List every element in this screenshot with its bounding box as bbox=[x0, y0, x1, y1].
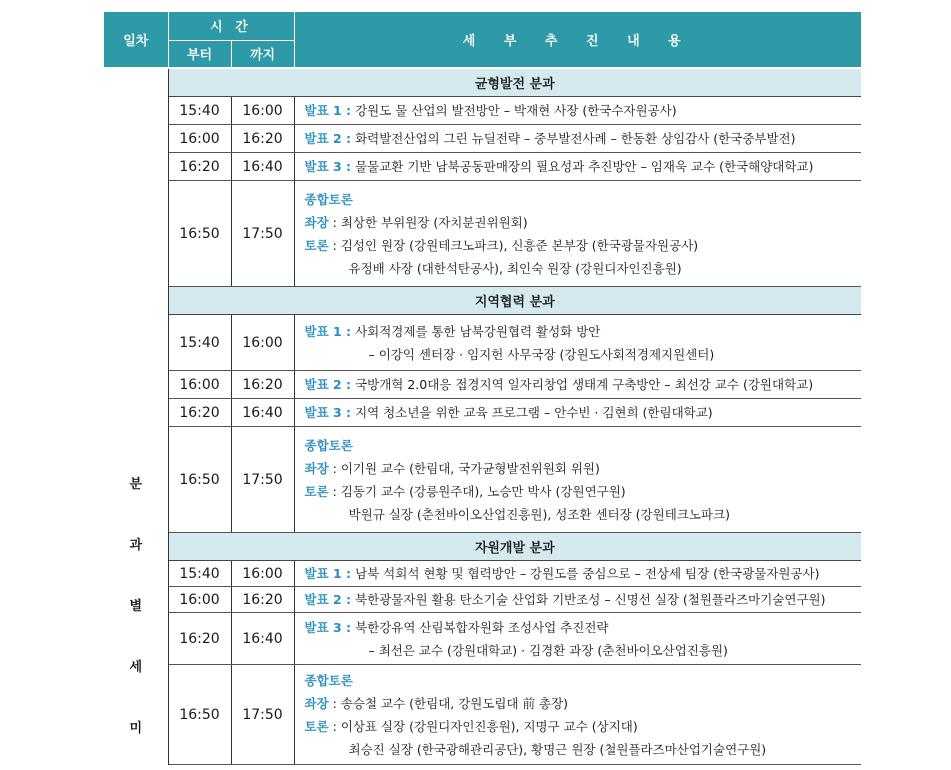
chair-value: : 이기원 교수 (한림대, 국가균형발전위원회 위원) bbox=[332, 460, 600, 476]
start-time: 16:20 bbox=[168, 153, 231, 181]
start-time: 15:40 bbox=[168, 97, 231, 125]
panel-label: 토론 bbox=[304, 237, 329, 253]
header-to: 까지 bbox=[231, 40, 294, 67]
header-detail: 세 부 추 진 내 용 bbox=[294, 12, 861, 67]
day-label bbox=[104, 69, 168, 765]
panel-value: : 이상표 실장 (강원디자인진흥원), 지명구 교수 (상지대) bbox=[332, 718, 638, 734]
day-label-char: 별 bbox=[129, 598, 143, 614]
detail-cell bbox=[294, 427, 861, 533]
presentation-text: 북한광물자원 활용 탄소기술 산업화 기반조성 – 신명선 실장 (철원플라즈마기술연구원) bbox=[355, 592, 826, 607]
day-label-char: 세 bbox=[129, 659, 143, 675]
presentation-label: 발표 1 : bbox=[304, 103, 352, 118]
panel-continued: 박원규 실장 (춘천바이오산업진흥원), 성조환 센터장 (강원테크노파크) bbox=[348, 506, 730, 522]
detail-cell bbox=[294, 561, 861, 587]
panel-value: : 김동기 교수 (강릉원주대), 노승만 박사 (강원연구원) bbox=[332, 483, 626, 499]
end-time: 16:00 bbox=[231, 561, 294, 587]
presentation-label: 발표 1 : bbox=[304, 566, 352, 581]
table-row bbox=[104, 427, 861, 533]
header-day: 일차 bbox=[104, 12, 168, 67]
presentation-text: 북한강유역 산림복합자원화 조성사업 추진전략 bbox=[355, 619, 609, 635]
panel-label: 토론 bbox=[304, 718, 329, 734]
start-time: 16:00 bbox=[168, 371, 231, 399]
detail-cell bbox=[294, 315, 861, 371]
end-time: 16:20 bbox=[231, 371, 294, 399]
start-time: 16:00 bbox=[168, 125, 231, 153]
detail-cell bbox=[294, 125, 861, 153]
discussion-title: 종합토론 bbox=[304, 437, 353, 453]
presentation-text: 물물교환 기반 남북공동판매장의 필요성과 추진방안 – 임재욱 교수 (한국해양대학교) bbox=[355, 159, 814, 174]
table-row bbox=[104, 97, 861, 125]
end-time: 17:50 bbox=[231, 181, 294, 287]
chair-value: : 송승철 교수 (한림대, 강원도립대 前 총장) bbox=[332, 695, 569, 711]
presentation-text: 지역 청소년을 위한 교육 프로그램 – 안수빈 · 김현희 (한림대학교) bbox=[355, 405, 713, 420]
table-row bbox=[104, 561, 861, 587]
presentation-text-continued: – 최선은 교수 (강원대학교) · 김경환 과장 (춘천바이오산업진흥원) bbox=[368, 642, 728, 658]
presentation-label: 발표 3 : bbox=[304, 619, 352, 635]
end-time: 17:50 bbox=[231, 665, 294, 765]
presentation-label: 발표 3 : bbox=[304, 159, 352, 174]
end-time: 16:00 bbox=[231, 315, 294, 371]
panel-value: : 김성인 원장 (강원테크노파크), 신흥준 본부장 (한국광물자원공사) bbox=[332, 237, 699, 253]
detail-cell bbox=[294, 399, 861, 427]
discussion-title: 종합토론 bbox=[304, 191, 353, 207]
section-title: 지역협력 분과 bbox=[168, 287, 861, 315]
panel-label: 토론 bbox=[304, 483, 329, 499]
chair-label: 좌장 bbox=[304, 214, 329, 230]
table-row bbox=[104, 613, 861, 665]
section-title: 균형발전 분과 bbox=[168, 69, 861, 97]
end-time: 16:40 bbox=[231, 153, 294, 181]
presentation-text-continued: – 이강익 센터장 · 임지헌 사무국장 (강원도사회적경제지원센터) bbox=[368, 346, 715, 362]
presentation-text: 남북 석회석 현황 및 협력방안 – 강원도를 중심으로 – 전상세 팀장 (한국광물자원공사) bbox=[355, 566, 820, 581]
detail-cell bbox=[294, 97, 861, 125]
detail-cell bbox=[294, 371, 861, 399]
presentation-text: 사회적경제를 통한 남북강원협력 활성화 방안 bbox=[355, 323, 601, 339]
start-time: 16:20 bbox=[168, 399, 231, 427]
chair-label: 좌장 bbox=[304, 460, 329, 476]
detail-cell bbox=[294, 587, 861, 613]
end-time: 16:40 bbox=[231, 613, 294, 665]
presentation-label: 발표 1 : bbox=[304, 323, 352, 339]
table-row bbox=[104, 371, 861, 399]
end-time: 17:50 bbox=[231, 427, 294, 533]
panel-continued: 유정배 사장 (대한석탄공사), 최인숙 원장 (강원디자인진흥원) bbox=[348, 260, 682, 276]
detail-cell bbox=[294, 153, 861, 181]
presentation-text: 화력발전산업의 그린 뉴딜전략 – 중부발전사례 – 한동환 상임감사 (한국중부발전) bbox=[355, 131, 796, 146]
table-row bbox=[104, 399, 861, 427]
end-time: 16:20 bbox=[231, 587, 294, 613]
presentation-label: 발표 3 : bbox=[304, 405, 352, 420]
day-label-char: 미 bbox=[129, 720, 143, 736]
header-time: 시 간 bbox=[168, 12, 294, 40]
presentation-label: 발표 2 : bbox=[304, 592, 352, 607]
start-time: 16:00 bbox=[168, 587, 231, 613]
table-row bbox=[104, 181, 861, 287]
table-row bbox=[104, 315, 861, 371]
table-row bbox=[104, 587, 861, 613]
discussion-title: 종합토론 bbox=[304, 672, 353, 688]
detail-cell bbox=[294, 181, 861, 287]
detail-cell bbox=[294, 665, 861, 765]
panel-continued: 최승진 실장 (한국광해관리공단), 황명근 원장 (철원플라즈마산업기술연구원) bbox=[348, 741, 767, 757]
presentation-text: 강원도 물 산업의 발전방안 – 박재현 사장 (한국수자원공사) bbox=[355, 103, 677, 118]
section-title: 자원개발 분과 bbox=[168, 533, 861, 561]
presentation-text: 국방개혁 2.0대응 접경지역 일자리창업 생태계 구축방안 – 최선강 교수 (강원대학교) bbox=[355, 377, 814, 392]
start-time: 15:40 bbox=[168, 315, 231, 371]
day-label-char: 과 bbox=[129, 537, 143, 553]
table-row bbox=[104, 125, 861, 153]
schedule-table bbox=[104, 12, 861, 765]
start-time: 16:50 bbox=[168, 427, 231, 533]
day-label-char: 분 bbox=[129, 476, 143, 492]
table-row bbox=[104, 153, 861, 181]
schedule-body bbox=[104, 69, 861, 765]
detail-cell bbox=[294, 613, 861, 665]
header-from: 부터 bbox=[168, 40, 231, 67]
end-time: 16:00 bbox=[231, 97, 294, 125]
start-time: 16:50 bbox=[168, 665, 231, 765]
end-time: 16:40 bbox=[231, 399, 294, 427]
chair-value: : 최상한 부위원장 (자치분권위원회) bbox=[332, 214, 528, 230]
chair-label: 좌장 bbox=[304, 695, 329, 711]
start-time: 16:50 bbox=[168, 181, 231, 287]
table-row bbox=[104, 665, 861, 765]
presentation-label: 발표 2 : bbox=[304, 131, 352, 146]
start-time: 16:20 bbox=[168, 613, 231, 665]
end-time: 16:20 bbox=[231, 125, 294, 153]
start-time: 15:40 bbox=[168, 561, 231, 587]
presentation-label: 발표 2 : bbox=[304, 377, 352, 392]
